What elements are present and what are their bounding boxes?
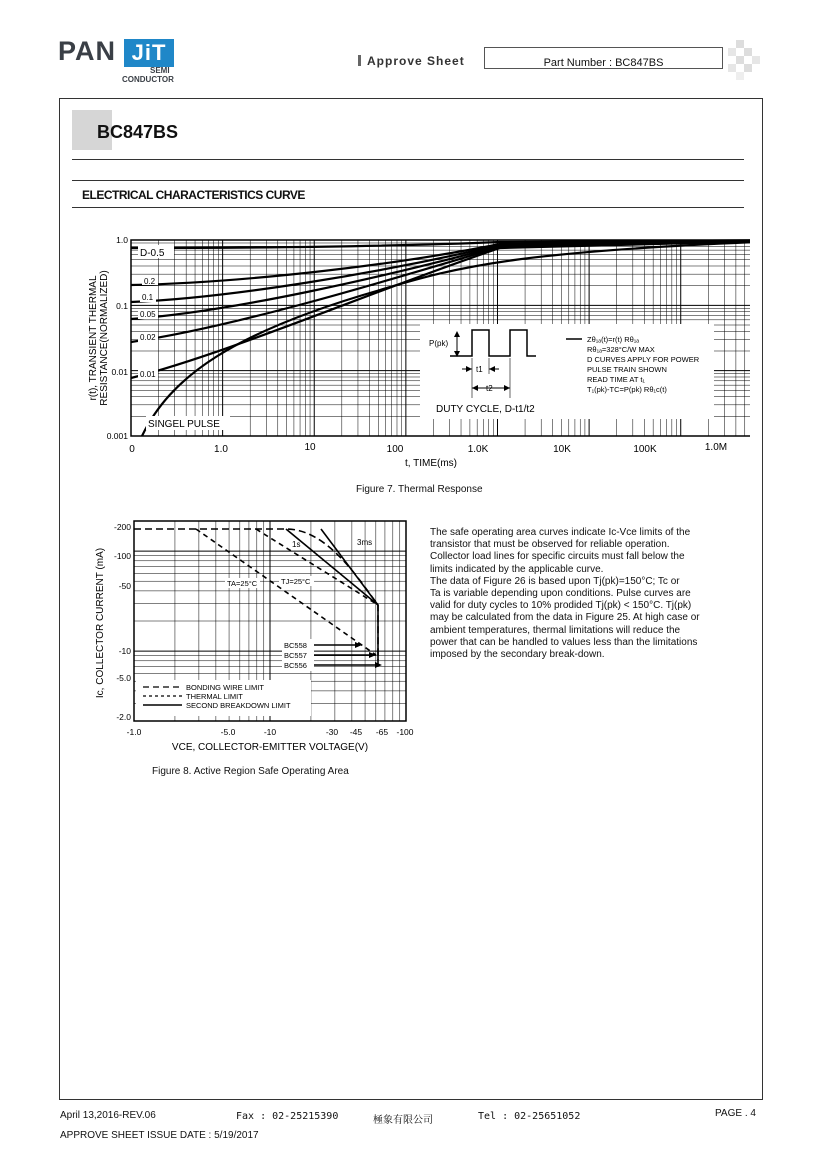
fig8-legend-item: SECOND BREAKDOWN LIMIT xyxy=(186,701,291,710)
figure-7-thermal-response xyxy=(80,228,750,478)
footer-tel: Tel : 02-25651052 xyxy=(478,1111,581,1122)
paragraph-line: may be calculated from the data in Figure 25. At high case or xyxy=(430,612,700,624)
fig7-inset-note: D CURVES APPLY FOR POWER xyxy=(587,355,700,364)
fig7-xtick: 100 xyxy=(386,444,404,455)
paragraph-line: Collector load lines for specific circuits must fall below the xyxy=(430,551,685,563)
fig8-xtick: -65 xyxy=(375,727,389,737)
fig8-xtick: -1.0 xyxy=(126,727,142,737)
paragraph-line: valid for duty cycles to 10% prodided Tj(pk) < 150°C. Tj(pk) xyxy=(430,600,692,612)
fig7-curve-label: 0.2 xyxy=(144,277,156,286)
fig8-thermal-ta xyxy=(196,529,376,655)
paragraph-line: transistor that must be observed for reliable operation. xyxy=(430,539,670,551)
fig7-xtick: 1.0K xyxy=(467,444,489,455)
fig8-ytick: -5.0 xyxy=(116,673,131,683)
fig7-xtick: 0 xyxy=(129,444,135,455)
approve-sheet-text: Approve Sheet xyxy=(367,54,465,68)
fig8-bc557-label: BC557 xyxy=(284,651,307,660)
footer-fax: Fax : 02-25215390 xyxy=(236,1111,339,1122)
fig8-ylabel: Ic, COLLECTOR CURRENT (mA) xyxy=(95,547,106,699)
fig7-curve-label: 0.01 xyxy=(140,370,156,379)
section-rule-top xyxy=(72,180,744,181)
paragraph-line: The data of Figure 26 is based upon Tj(pk)=150°C; Tc or xyxy=(430,575,680,587)
fig7-ytick: 0.1 xyxy=(116,301,128,311)
fig7-singel-pulse: SINGEL PULSE xyxy=(148,419,220,430)
fig7-ytick: 1.0 xyxy=(116,235,128,245)
fig7-ylabel-2: RESISTANCE(NORMALIZED) xyxy=(99,270,110,406)
fig7-inset-duty: DUTY CYCLE, D-t1/t2 xyxy=(436,404,535,415)
fig8-ytick: -50 xyxy=(118,581,131,591)
figure-7-caption: Figure 7. Thermal Response xyxy=(356,484,483,495)
fig8-3ms-line xyxy=(321,529,378,660)
fig7-inset-note: Rθ₁ₐ=328°C/W MAX xyxy=(587,345,655,354)
checker-decoration xyxy=(724,40,764,80)
approve-sheet-label xyxy=(358,54,465,68)
fig8-1s-label: 1s xyxy=(292,540,301,549)
fig8-ytick: -100 xyxy=(113,551,131,561)
fig7-inset-note: READ TIME AT t₁ xyxy=(587,375,645,384)
fig7-xtick: 10 xyxy=(304,442,316,453)
fig8-legend-item: THERMAL LIMIT xyxy=(186,692,243,701)
paragraph-line: ambient temperatures, thermal limitations will reduce the xyxy=(430,624,681,636)
fig7-ylabel-1: r(t), TRANSIENT THERMAL xyxy=(88,275,99,401)
fig7-xtick: 100K xyxy=(633,444,657,455)
fig7-inset-t1: t1 xyxy=(476,365,483,374)
logo-conductor: CONDUCTOR xyxy=(122,75,174,84)
figure-8-safe-operating-area xyxy=(86,515,426,760)
fig8-ytick: -10 xyxy=(118,646,131,656)
fig8-tj-label: TJ=25°C xyxy=(281,577,311,586)
fig8-xtick: -30 xyxy=(325,727,339,737)
logo-jit: JiT xyxy=(124,39,174,67)
fig7-xtick: 1.0 xyxy=(214,444,228,455)
fig8-ytick: -200 xyxy=(113,522,131,532)
fig7-curve-label: 0.1 xyxy=(142,293,154,302)
paragraph-line: limits indicated by the applicable curve. xyxy=(430,563,604,575)
fig8-bc558-label: BC558 xyxy=(284,641,307,650)
fig7-inset-ppk: P(pk) xyxy=(429,339,449,348)
fig7-xlabel: t, TIME(ms) xyxy=(404,458,458,469)
paragraph-line: Ta is variable depending upon conditions. Pulse curves are xyxy=(430,588,691,600)
fig7-ytick: 0.01 xyxy=(111,367,128,377)
fig8-xtick: -10 xyxy=(263,727,277,737)
fig7-inset-note: Zθ₁ₐ(t)=r(t) Rθ₁ₐ xyxy=(587,335,640,344)
fig7-curve-label: D-0.5 xyxy=(140,248,165,259)
fig8-xtick: -100 xyxy=(396,727,414,737)
fig8-ta-label: TA=25°C xyxy=(227,579,258,588)
figure-8-caption: Figure 8. Active Region Safe Operating Area xyxy=(152,766,349,777)
logo-pan: PAN xyxy=(58,36,117,66)
fig8-xtick: -5.0 xyxy=(220,727,236,737)
soa-description xyxy=(430,527,750,661)
page-title: BC847BS xyxy=(97,122,179,142)
footer-page: PAGE . 4 xyxy=(715,1108,756,1119)
footer-issue-date: APPROVE SHEET ISSUE DATE : 5/19/2017 xyxy=(60,1130,259,1141)
fig7-curve xyxy=(131,240,750,302)
section-rule-bottom xyxy=(72,207,744,208)
fig8-3ms-label: 3ms xyxy=(357,538,373,547)
part-number-box: Part Number : BC847BS xyxy=(484,47,723,69)
paragraph-line: imposed by the secondary break-down. xyxy=(430,649,605,661)
paragraph-line: The safe operating area curves indicate Ic-Vce limits of the xyxy=(430,527,691,538)
section-title: ELECTRICAL CHARACTERISTICS CURVE xyxy=(82,188,305,202)
fig7-inset-t2: t2 xyxy=(486,384,493,393)
title-rule xyxy=(72,159,744,160)
fig7-xtick: 10K xyxy=(553,444,571,455)
fig8-xlabel: VCE, COLLECTOR-EMITTER VOLTAGE(V) xyxy=(171,742,369,753)
footer-revision: April 13,2016-REV.06 xyxy=(60,1110,156,1121)
paragraph-line: power that can be handled to values less than the limitations xyxy=(430,636,698,648)
fig8-xtick: -45 xyxy=(349,727,363,737)
footer-company: 極象有限公司 xyxy=(373,1115,433,1126)
fig7-ytick: 0.001 xyxy=(106,431,128,441)
fig8-legend-item: BONDING WIRE LIMIT xyxy=(186,683,264,692)
fig7-xtick: 1.0M xyxy=(704,442,728,453)
fig8-ytick: -2.0 xyxy=(116,712,131,722)
fig7-inset-note: T₁(pk)-TC=P(pk) Rθ₁c(t) xyxy=(587,385,667,394)
fig7-curve-label: 0.05 xyxy=(140,310,156,319)
fig7-curve-label: 0.02 xyxy=(140,333,156,342)
fig7-inset-note: PULSE TRAIN SHOWN xyxy=(587,365,667,374)
fig8-bc556-label: BC556 xyxy=(284,661,307,670)
logo-semi: SEMI xyxy=(150,66,170,75)
